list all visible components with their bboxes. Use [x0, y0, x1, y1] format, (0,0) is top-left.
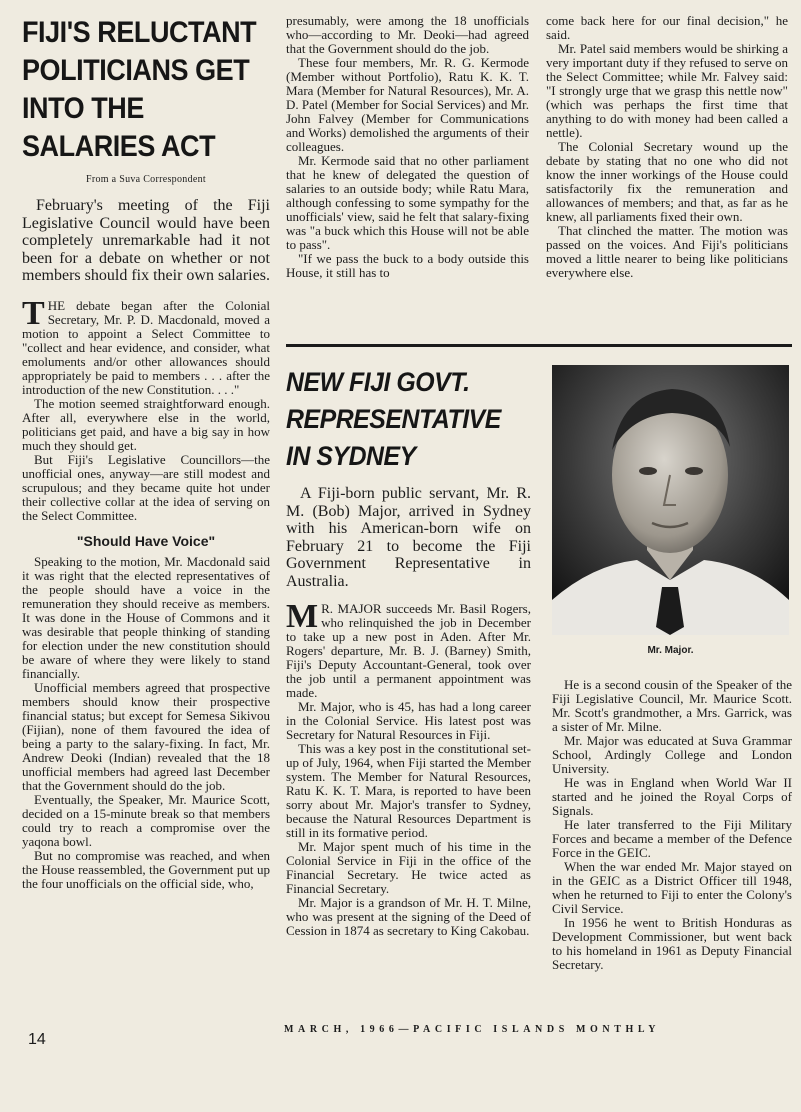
- article2-paragraph: When the war ended Mr. Major stayed on in the GEIC as a District Officer till 1948, when he returned to Fiji to enter the Colony's Civil Service.: [552, 859, 792, 916]
- article2-paragraph: Mr. Major is a grandson of Mr. H. T. Milne, who was present at the signing of the Deed of Cession in 1874 as secretary to King Cakobau.: [286, 895, 531, 938]
- article2-paragraph: He was in England when World War II started and he joined the Royal Corps of Signals.: [552, 775, 792, 818]
- article1-paragraph: These four members, Mr. R. G. Kermode (Member without Portfolio), Ratu K. K. T. Mara (Member for Natural Resources), Mr. A. D. Patel (Member for Social Services) and Mr. John Falvey (Member for Communications and Works) demolished the arguments of their colleagues.: [286, 55, 529, 154]
- portrait-photo: [552, 365, 789, 635]
- section-divider: [286, 344, 792, 347]
- article1-paragraph: "If we pass the buck to a body outside this House, it still has to: [286, 251, 529, 280]
- article1-column-2: [286, 14, 529, 280]
- article1-intro: February's meeting of the Fiji Legislative Council would have been completely unremarkable had it not been for a debate on whether or not members should fix their own salaries.: [22, 197, 270, 284]
- article2-intro: A Fiji-born public servant, Mr. R. M. (Bob) Major, arrived in Sydney with his American-born wife on February 21 to become the Fiji Government Representative in Australia.: [286, 485, 531, 590]
- article2-paragraph: In 1956 he went to British Honduras as Development Commissioner, but went back to his homeland in 1961 as Deputy Financial Secretary.: [552, 915, 792, 972]
- article2-p1-text: R. MAJOR succeeds Mr. Basil Rogers, who relinquished the job in December to take up a new post in Aden. After Mr. Rogers' departure, Mr. B. J. (Barney) Smith, Fiji's Deputy Accountant-General, took over the job until a permanent appointment was made.: [286, 601, 531, 700]
- article2-paragraph: Mr. Major was educated at Suva Grammar School, Ardingly College and London University.: [552, 733, 792, 776]
- article1-subhead: "Should Have Voice": [76, 532, 216, 549]
- article1-paragraph: But no compromise was reached, and when the House reassembled, the Government put up the four unofficials on the official side, who,: [22, 847, 270, 891]
- article1-headline: FIJI'S RELUCTANT POLITICIANS GET INTO THE SALARIES ACT: [22, 16, 257, 163]
- article2-paragraph: He later transferred to the Fiji Military Forces and became a member of the Defence Force in the GEIC.: [552, 817, 792, 860]
- article2-headline: NEW FIJI GOVT. REPRESENTATIVE IN SYDNEY: [286, 367, 501, 471]
- article2-paragraph: Mr. Major spent much of his time in the Colonial Service in Fiji in the office of the Financial Secretary. He twice acted as Financial Secretary.: [286, 839, 531, 896]
- photo-caption: Mr. Major.: [647, 645, 694, 656]
- article1-paragraph: Eventually, the Speaker, Mr. Maurice Scott, decided on a 15-minute break so that members could try to reach a compromise over the yaqona bowl.: [22, 791, 270, 849]
- article2-column-2: [552, 678, 792, 972]
- article2-paragraph: [286, 598, 531, 700]
- article1-paragraph: Mr. Patel said members would be shirking a very important duty if they refused to serve on the Select Committee; while Mr. Falvey said: "I strongly urge that we grasp this nettle now" (which was perhaps the first time that anything to do with money had been called a nettle).: [546, 41, 788, 140]
- article1-paragraph: Speaking to the motion, Mr. Macdonald said it was right that the elected representatives of the people should have a voice in the remuneration they should receive as members. It was done in the House of Commons and it was desirable that people thinking of standing for election under the new constitution should be aware of where they were likely to stand financially.: [22, 553, 270, 681]
- article1-column-3: [546, 14, 788, 280]
- article1-paragraph: That clinched the matter. The motion was passed on the voices. And Fiji's politicians moved a little nearer to being like politicians everywhere else.: [546, 223, 788, 280]
- article1-paragraph: The motion seemed straightforward enough. After all, everywhere else in the world, politicians get paid, and have a big say in how much they should get.: [22, 395, 270, 453]
- article1-paragraph: But Fiji's Legislative Councillors—the unofficial ones, anyway—are still modest and scrupulous; and they became quite hot under their collective collar at the idea of serving on the Select Committee.: [22, 451, 270, 523]
- article1-paragraph: Mr. Kermode said that no other parliament that he knew of delegated the question of salaries to an outside body; while Ratu Mara, although confessing to some sympathy for the unofficials' view, said he felt that salary-fixing was "a buck which this House will not be able to pass".: [286, 153, 529, 252]
- article2-paragraph: This was a key post in the constitutional set-up of July, 1964, when Fiji started the Member system. The Member for Natural Resources, Ratu K. K. T. Mara, is reported to have been sorry about Mr. Major's transfer to Sydney, because the Natural Resources Department is still in its formative period.: [286, 741, 531, 840]
- article1-dropcap: T: [22, 294, 45, 332]
- article2-column-1: [286, 364, 531, 938]
- portrait-illustration: [552, 365, 789, 635]
- article1-paragraph: The Colonial Secretary wound up the debate by stating that no one who did not know the inner workings of the House could satisfactorily fix the remuneration and allowances of members; and that, as far as he knew, all parliaments fixed their own.: [546, 139, 788, 224]
- page-number: 14: [28, 1031, 46, 1048]
- article1-column-1: [22, 14, 270, 891]
- article2-paragraph: Mr. Major, who is 45, has had a long career in the Colonial Service. His latest post was Secretary for Natural Resources in Fiji.: [286, 699, 531, 742]
- article1-paragraph: presumably, were among the 18 unofficials who—according to Mr. Deoki—had agreed that the Government should do the job.: [286, 13, 529, 56]
- article2-paragraph: He is a second cousin of the Speaker of the Fiji Legislative Council, Mr. Maurice Scott. Mr. Scott's grandmother, a Mrs. Garrick, was a sister of Mr. Milne.: [552, 677, 792, 734]
- article1-paragraph: Unofficial members agreed that prospective members should know their prospective financial status; but except for Semesa Sikivou (Fijian), none of them favoured the idea of being a party to the salary-fixing. In fact, Mr. Andrew Deoki (Indian) revealed that the 18 unofficial members had agreed last December that the Government should do the job.: [22, 679, 270, 793]
- article1-p1-text: HE debate began after the Colonial Secretary, Mr. P. D. Macdonald, moved a motion to appoint a Select Committee to "collect and hear evidence, and consider, what emoluments and/or other allowances should appropriately be paid to members . . . after the introduction of the new Constitution. . . .": [22, 297, 270, 397]
- article1-paragraph: come back here for our final decision," he said.: [546, 13, 788, 42]
- article1-paragraph: [22, 294, 270, 397]
- article2-dropcap: M: [286, 598, 319, 635]
- article1-byline: From a Suva Correspondent: [86, 174, 206, 185]
- running-footer: MARCH, 1966—PACIFIC ISLANDS MONTHLY: [284, 1024, 661, 1035]
